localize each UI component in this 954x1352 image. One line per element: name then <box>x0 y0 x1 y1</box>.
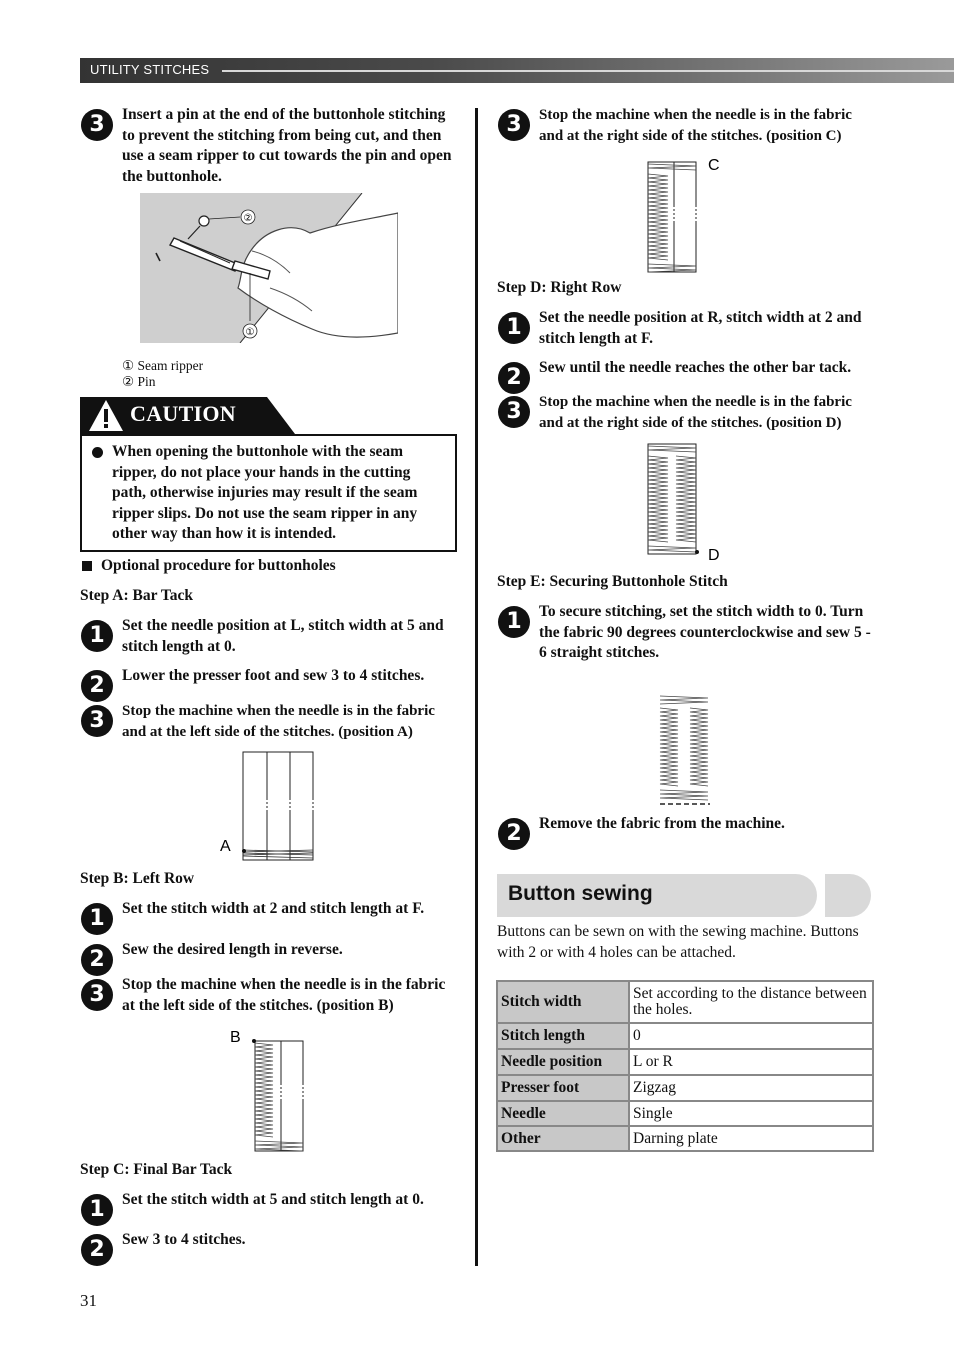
figure-position-c <box>640 152 730 277</box>
table-row <box>497 1049 873 1075</box>
figure-label-c: C <box>708 157 720 174</box>
figure-position-a <box>215 750 320 865</box>
step-text: Sew the desired length in reverse. <box>122 941 343 958</box>
step-text: Set the needle position at R, stitch width at 2 and stitch length at F. <box>539 309 862 347</box>
setting-key: Stitch length <box>497 1023 629 1049</box>
step-text: Set the needle position at L, stitch width at 5 and stitch length at 0. <box>122 617 444 655</box>
caption-pin: ② Pin <box>122 374 156 389</box>
step-text: Stop the machine when the needle is in the fabric and at the right side of the stitches. (position C) <box>539 107 852 144</box>
table-row <box>497 1075 873 1101</box>
section-title-button-sewing: Button sewing <box>508 882 653 905</box>
step-text: Set the stitch width at 5 and stitch length at 0. <box>122 1191 424 1208</box>
seam-ripper-illustration <box>140 193 398 343</box>
setting-key: Needle position <box>497 1049 629 1075</box>
step-number: 2 <box>498 818 530 850</box>
figure-position-d <box>640 440 730 565</box>
caution-text: When opening the buttonhole with the seam ripper, do not place your hands in the cutting path, otherwise injuries may result if the seam ripper slips. Do not use the seam ripper in any other way than how it is intended. <box>112 443 418 542</box>
setting-key: Presser foot <box>497 1075 629 1101</box>
step-number: 1 <box>81 1194 113 1226</box>
step-number: 3 <box>498 396 530 428</box>
caption-seam-ripper: ① Seam ripper <box>122 358 204 373</box>
setting-key: Needle <box>497 1101 629 1126</box>
step-text: Lower the presser foot and sew 3 to 4 stitches. <box>122 667 425 684</box>
step-number: 3 <box>498 109 530 141</box>
section-heading-tab <box>825 874 871 917</box>
setting-value: Zigzag <box>629 1075 873 1101</box>
callout-1: ① <box>245 327 255 338</box>
step-number: 1 <box>498 312 530 344</box>
step-text: Remove the fabric from the machine. <box>539 815 785 832</box>
step-number: 1 <box>498 606 530 638</box>
section-title: UTILITY STITCHES <box>90 62 210 77</box>
step-text: To secure stitching, set the stitch width to 0. Turn the fabric 90 degrees counterclockwise and sew 5 - 6 straight stitches. <box>539 603 871 661</box>
setting-key: Other <box>497 1126 629 1151</box>
step-a-title: Step A: Bar Tack <box>80 587 193 604</box>
step-text: Sew 3 to 4 stitches. <box>122 1231 246 1248</box>
step-number: 1 <box>81 620 113 652</box>
step-number: 2 <box>498 362 530 394</box>
setting-value: Set according to the distance between the holes. <box>629 981 873 1023</box>
table-row <box>497 1126 873 1151</box>
step-c-title: Step C: Final Bar Tack <box>80 1161 233 1178</box>
step-text: Stop the machine when the needle is in the fabric and at the left side of the stitches. (position A) <box>122 703 435 740</box>
settings-table <box>496 980 874 1152</box>
step-number: 3 <box>81 979 113 1011</box>
step-number: 1 <box>81 903 113 935</box>
square-bullet <box>82 561 92 571</box>
setting-value: Darning plate <box>629 1126 873 1151</box>
page-number: 31 <box>80 1291 97 1310</box>
figure-secured-buttonhole <box>650 690 720 810</box>
table-row <box>497 981 873 1023</box>
table-row <box>497 1023 873 1049</box>
step-number: 3 <box>81 109 113 141</box>
warning-icon <box>88 399 124 432</box>
callout-2: ② <box>243 213 253 224</box>
figure-label-a: A <box>220 838 231 855</box>
section-description: Buttons can be sewn on with the sewing machine. Buttons with 2 or with 4 holes can be attached. <box>497 923 859 961</box>
setting-value: 0 <box>629 1023 873 1049</box>
table-row <box>497 1101 873 1126</box>
caution-title: CAUTION <box>130 401 236 426</box>
step-text: Insert a pin at the end of the buttonhole stitching to prevent the stitching from being cut, and then use a seam ripper to cut towards the pin and open the buttonhole. <box>122 106 452 185</box>
step-number: 2 <box>81 670 113 702</box>
step-text: Set the stitch width at 2 and stitch length at F. <box>122 900 425 917</box>
step-d-title: Step D: Right Row <box>497 279 622 296</box>
optional-heading: Optional procedure for buttonholes <box>101 557 336 574</box>
bullet <box>92 447 103 458</box>
step-number: 2 <box>81 1234 113 1266</box>
step-e-title: Step E: Securing Buttonhole Stitch <box>497 573 728 590</box>
figure-position-b <box>225 1025 315 1155</box>
step-text: Sew until the needle reaches the other bar tack. <box>539 359 852 376</box>
setting-value: L or R <box>629 1049 873 1075</box>
step-number: 3 <box>81 705 113 737</box>
header-rule <box>222 70 954 72</box>
figure-label-b: B <box>230 1029 241 1046</box>
column-divider <box>475 108 478 1266</box>
step-number: 2 <box>81 944 113 976</box>
step-text: Stop the machine when the needle is in the fabric and at the right side of the stitches. (position D) <box>539 394 852 431</box>
step-b-title: Step B: Left Row <box>80 870 195 887</box>
setting-key: Stitch width <box>497 981 629 1023</box>
setting-value: Single <box>629 1101 873 1126</box>
step-text: Stop the machine when the needle is in the fabric at the left side of the stitches. (position B) <box>122 976 446 1014</box>
figure-label-d: D <box>708 547 720 564</box>
